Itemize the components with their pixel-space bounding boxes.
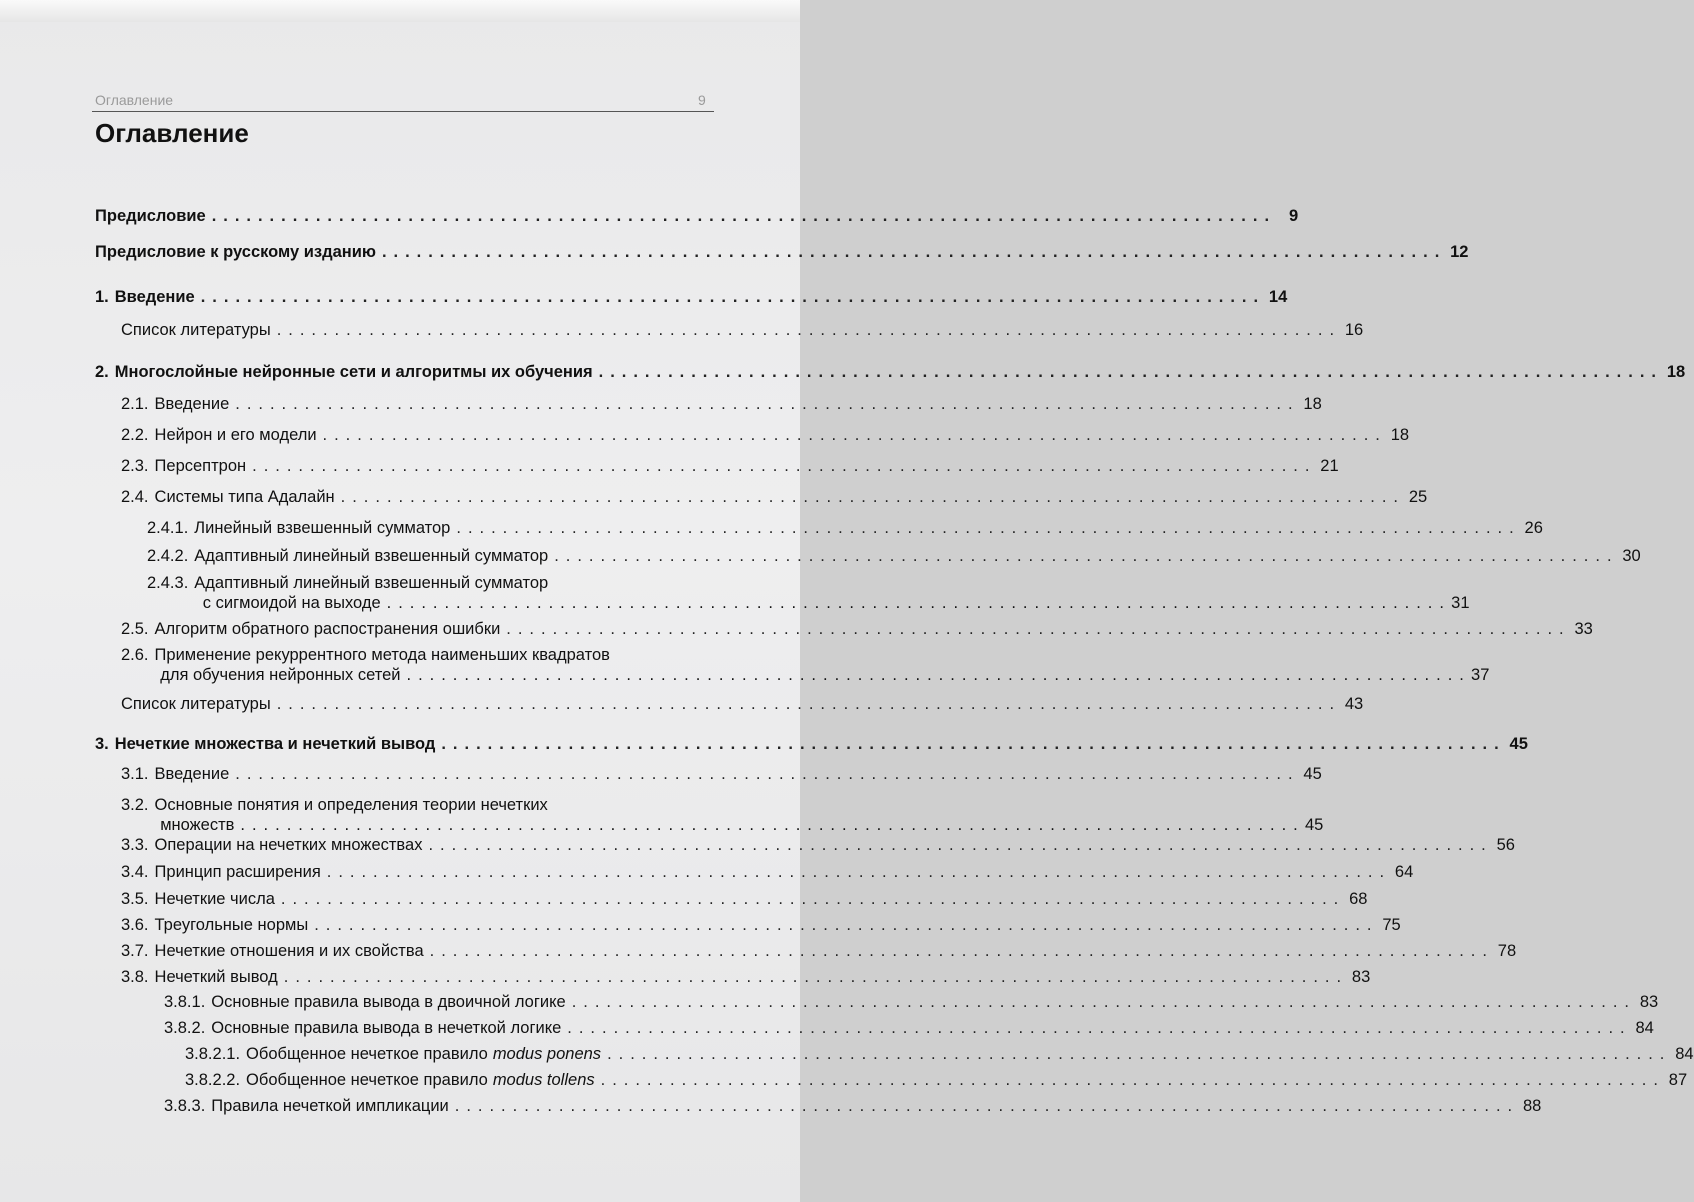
- toc-entry-number: 3.2.: [121, 796, 149, 814]
- toc-entry-number: 3.8.2.: [164, 1019, 206, 1037]
- toc-entry-title: Адаптивный линейный взвешенный сумматор: [194, 574, 549, 592]
- toc-entry-title: Принцип расширения: [154, 863, 321, 881]
- toc-entry-2-1[interactable]: [121, 394, 1322, 414]
- toc-entry-title: Операции на нечетких множествах: [154, 836, 423, 854]
- toc-entry-3-8-2[interactable]: [164, 1018, 1654, 1038]
- toc-entry-title: Правила нечеткой импликации: [211, 1097, 449, 1115]
- toc-entry-3-8-1[interactable]: [164, 992, 1659, 1012]
- dot-leader: . . . . . . . . . . . . . . . . . . . . . . . . . . . . . . . . . . . . . . . . . . . . . . . . . . . . . . . . . . . . . . . . . . . . . . . . . . . . . . . . . . . . . . . . . . . .: [571, 993, 1631, 1011]
- toc-page-number: 21: [1320, 457, 1339, 475]
- toc-entry-title: Список литературы: [121, 321, 271, 339]
- toc-entry-title: Введение: [114, 288, 195, 306]
- toc-page-number: 18: [1303, 395, 1322, 413]
- header-page-number: 9: [698, 92, 706, 108]
- dot-leader: . . . . . . . . . . . . . . . . . . . . . . . . . . . . . . . . . . . . . . . . . . . . . . . . . . . . . . . . . . . . . . . . . . . . . . . . . . . . . . . . . . . . . . . . . . . .: [340, 488, 1400, 506]
- toc-entry-title: Основные правила вывода в двоичной логике: [211, 993, 566, 1011]
- toc-entry-item-14[interactable]: [121, 694, 1364, 714]
- toc-entry-number: 2.4.3.: [147, 574, 189, 592]
- toc-entry-3-3[interactable]: [121, 835, 1515, 855]
- toc-entry-number: 3.6.: [121, 916, 149, 934]
- toc-page-number: 45: [1509, 735, 1528, 753]
- toc-entry-title: Обобщенное нечеткое правило: [246, 1045, 488, 1063]
- toc-entry-title: Основные правила вывода в нечеткой логике: [211, 1019, 562, 1037]
- toc-entry-item-3[interactable]: [121, 320, 1364, 340]
- dot-leader: . . . . . . . . . . . . . . . . . . . . . . . . . . . . . . . . . . . . . . . . . . . . . . . . . . . . . . . . . . . . . . . . . . . . . . . . . . . . . . . . . . . . . . . . . . . .: [607, 1045, 1666, 1063]
- toc-page-number: 12: [1450, 243, 1469, 261]
- toc-entry-3-5[interactable]: [121, 889, 1368, 909]
- toc-page-number: 18: [1666, 363, 1686, 381]
- dot-leader: . . . . . . . . . . . . . . . . . . . . . . . . . . . . . . . . . . . . . . . . . . . . . . . . . . . . . . . . . . . . . . . . . . . . . . . . . . . . . . . . . . . . . . . . . . . .: [211, 207, 1271, 225]
- toc-entry-number: 2.: [95, 363, 109, 381]
- toc-entry-title: Нечеткие множества и нечеткий вывод: [114, 735, 436, 753]
- toc-entry-item-0[interactable]: [95, 206, 1299, 226]
- toc-entry-number: 2.1.: [121, 395, 149, 413]
- toc-entry-title: Нечеткий вывод: [154, 968, 278, 986]
- dot-leader: . . . . . . . . . . . . . . . . . . . . . . . . . . . . . . . . . . . . . . . . . . . . . . . . . . . . . . . . . . . . . . . . . . . . . . . . . . . . . . . . . . . . . . . . . . . .: [428, 836, 1487, 854]
- dot-leader: . . . . . . . . . . . . . . . . . . . . . . . . . . . . . . . . . . . . . . . . . . . . . . . . . . . . . . . . . . . . . . . . . . . . . . . . . . . . . . . . . . . . . . . . . . . .: [235, 395, 1294, 413]
- toc-entry-title: Треугольные нормы: [154, 916, 309, 934]
- toc-entry-2-4[interactable]: [121, 487, 1428, 507]
- toc-entry-title: Предисловие к русскому изданию: [95, 243, 376, 261]
- toc-entry-number: 2.5.: [121, 620, 149, 638]
- toc-entry-number: 2.4.1.: [147, 519, 189, 537]
- toc-page-number: 26: [1524, 519, 1543, 537]
- toc-page-number: 9: [1289, 207, 1299, 225]
- toc-entry-number: 3.3.: [121, 836, 149, 854]
- dot-leader: . . . . . . . . . . . . . . . . . . . . . . . . . . . . . . . . . . . . . . . . . . . . . . . . . . . . . . . . . . . . . . . . . . . . . . . . . . . . . . . . . . . . . . . . . . . .: [406, 666, 1466, 684]
- toc-entry-italic-term: modus tollens: [492, 1071, 595, 1089]
- toc-entry-3-7[interactable]: [121, 941, 1517, 961]
- toc-entry-2-4-2[interactable]: [147, 546, 1641, 566]
- toc-entry-title: Системы типа Адалайн: [154, 488, 335, 506]
- toc-entry-2-6[interactable]: [121, 645, 1490, 685]
- dot-leader: . . . . . . . . . . . . . . . . . . . . . . . . . . . . . . . . . . . . . . . . . . . . . . . . . . . . . . . . . . . . . . . . . . . . . . . . . . . . . . . . . . . . . . . . . . . .: [441, 735, 1500, 753]
- toc-entry-2-2[interactable]: [121, 425, 1410, 445]
- dot-leader: . . . . . . . . . . . . . . . . . . . . . . . . . . . . . . . . . . . . . . . . . . . . . . . . . . . . . . . . . . . . . . . . . . . . . . . . . . . . . . . . . . . . . . . . . . . .: [240, 816, 1299, 834]
- toc-page-number: 16: [1344, 321, 1364, 339]
- dot-leader: . . . . . . . . . . . . . . . . . . . . . . . . . . . . . . . . . . . . . . . . . . . . . . . . . . . . . . . . . . . . . . . . . . . . . . . . . . . . . . . . . . . . . . . . . . . .: [326, 863, 1386, 881]
- dot-leader: . . . . . . . . . . . . . . . . . . . . . . . . . . . . . . . . . . . . . . . . . . . . . . . . . . . . . . . . . . . . . . . . . . . . . . . . . . . . . . . . . . . . . . . . . . . .: [252, 457, 1311, 475]
- toc-entry-number: 3.1.: [121, 765, 149, 783]
- toc-page-number: 78: [1497, 942, 1517, 960]
- toc-page-number: 56: [1496, 836, 1515, 854]
- toc-entry-number: 3.8.3.: [164, 1097, 206, 1115]
- toc-entry-title-continued: с сигмоидой на выходе: [202, 594, 381, 612]
- toc-page-number: 68: [1349, 890, 1368, 908]
- toc-entry-title: Введение: [154, 395, 230, 413]
- dot-leader: . . . . . . . . . . . . . . . . . . . . . . . . . . . . . . . . . . . . . . . . . . . . . . . . . . . . . . . . . . . . . . . . . . . . . . . . . . . . . . . . . . . . . . . . . . . .: [276, 695, 1336, 713]
- dot-leader: . . . . . . . . . . . . . . . . . . . . . . . . . . . . . . . . . . . . . . . . . . . . . . . . . . . . . . . . . . . . . . . . . . . . . . . . . . . . . . . . . . . . . . . . . . . .: [200, 288, 1260, 306]
- dot-leader: . . . . . . . . . . . . . . . . . . . . . . . . . . . . . . . . . . . . . . . . . . . . . . . . . . . . . . . . . . . . . . . . . . . . . . . . . . . . . . . . . . . . . . . . . . . .: [567, 1019, 1626, 1037]
- page-title: Оглавление: [95, 118, 249, 148]
- toc-page-number: 45: [1303, 765, 1322, 783]
- toc-entry-number: 2.4.2.: [147, 547, 189, 565]
- toc-page-number: 45: [1304, 816, 1324, 834]
- toc-page-number: 75: [1382, 916, 1401, 934]
- toc-entry-2[interactable]: [95, 362, 1686, 382]
- toc-entry-title: Список литературы: [121, 695, 271, 713]
- toc-entry-title: Нечеткие числа: [154, 890, 275, 908]
- toc-entry-number: 3.4.: [121, 863, 149, 881]
- toc-page-number: 88: [1522, 1097, 1542, 1115]
- toc-entry-title: Адаптивный линейный взвешенный сумматор: [194, 547, 549, 565]
- dot-leader: . . . . . . . . . . . . . . . . . . . . . . . . . . . . . . . . . . . . . . . . . . . . . . . . . . . . . . . . . . . . . . . . . . . . . . . . . . . . . . . . . . . . . . . . . . . .: [314, 916, 1373, 934]
- dot-leader: . . . . . . . . . . . . . . . . . . . . . . . . . . . . . . . . . . . . . . . . . . . . . . . . . . . . . . . . . . . . . . . . . . . . . . . . . . . . . . . . . . . . . . . . . . . .: [506, 620, 1565, 638]
- toc-page-number: 33: [1574, 620, 1593, 638]
- toc-entry-number: 2.2.: [121, 426, 149, 444]
- toc-page-number: 31: [1451, 594, 1470, 612]
- toc-entry-title: Нечеткие отношения и их свойства: [154, 942, 424, 960]
- toc-entry-number: 3.8.: [121, 968, 149, 986]
- toc-entry-italic-term: modus ponens: [492, 1045, 602, 1063]
- toc-entry-number: 3.5.: [121, 890, 149, 908]
- toc-entry-3-6[interactable]: [121, 915, 1401, 935]
- toc-entry-title: Алгоритм обратного распостранения ошибки: [154, 620, 501, 638]
- toc-entry-title: Обобщенное нечеткое правило: [246, 1071, 488, 1089]
- toc-entry-title: Нейрон и его модели: [154, 426, 317, 444]
- toc-entry-title: Линейный взвешенный сумматор: [194, 519, 451, 537]
- dot-leader: . . . . . . . . . . . . . . . . . . . . . . . . . . . . . . . . . . . . . . . . . . . . . . . . . . . . . . . . . . . . . . . . . . . . . . . . . . . . . . . . . . . . . . . . . . . .: [322, 426, 1382, 444]
- toc-entry-title: Основные понятия и определения теории нечетких: [154, 796, 548, 814]
- toc-entry-title: Персептрон: [154, 457, 247, 475]
- toc-entry-2-3[interactable]: [121, 456, 1339, 476]
- toc-entry-2-5[interactable]: [121, 619, 1593, 639]
- toc-entry-3-8-2-2[interactable]: [185, 1070, 1688, 1090]
- toc-page-number: 18: [1390, 426, 1410, 444]
- toc-page-number: 25: [1408, 488, 1428, 506]
- toc-entry-number: 3.8.2.2.: [185, 1071, 241, 1089]
- dot-leader: . . . . . . . . . . . . . . . . . . . . . . . . . . . . . . . . . . . . . . . . . . . . . . . . . . . . . . . . . . . . . . . . . . . . . . . . . . . . . . . . . . . . . . . . . . . .: [554, 547, 1613, 565]
- toc-entry-3-8[interactable]: [121, 967, 1371, 987]
- dot-leader: . . . . . . . . . . . . . . . . . . . . . . . . . . . . . . . . . . . . . . . . . . . . . . . . . . . . . . . . . . . . . . . . . . . . . . . . . . . . . . . . . . . . . . . . . . . .: [283, 968, 1343, 986]
- toc-entry-number: 2.4.: [121, 488, 149, 506]
- dot-leader: . . . . . . . . . . . . . . . . . . . . . . . . . . . . . . . . . . . . . . . . . . . . . . . . . . . . . . . . . . . . . . . . . . . . . . . . . . . . . . . . . . . . . . . . . . . .: [280, 890, 1340, 908]
- dot-leader: . . . . . . . . . . . . . . . . . . . . . . . . . . . . . . . . . . . . . . . . . . . . . . . . . . . . . . . . . . . . . . . . . . . . . . . . . . . . . . . . . . . . . . . . . . . .: [454, 1097, 1514, 1115]
- dot-leader: . . . . . . . . . . . . . . . . . . . . . . . . . . . . . . . . . . . . . . . . . . . . . . . . . . . . . . . . . . . . . . . . . . . . . . . . . . . . . . . . . . . . . . . . . . . .: [235, 765, 1294, 783]
- toc-entry-item-1[interactable]: [95, 242, 1469, 262]
- toc-page-number: 87: [1668, 1071, 1688, 1089]
- toc-page-number: 64: [1394, 863, 1414, 881]
- toc-page-number: 43: [1344, 695, 1364, 713]
- toc-entry-2-4-3[interactable]: [147, 573, 1470, 613]
- toc-page-number: 30: [1622, 547, 1641, 565]
- toc-page-number: 84: [1675, 1045, 1694, 1063]
- toc-entry-1[interactable]: [95, 287, 1288, 307]
- toc-entry-3[interactable]: [95, 734, 1528, 754]
- running-header: Оглавление: [95, 92, 174, 108]
- dot-leader: . . . . . . . . . . . . . . . . . . . . . . . . . . . . . . . . . . . . . . . . . . . . . . . . . . . . . . . . . . . . . . . . . . . . . . . . . . . . . . . . . . . . . . . . . . . .: [600, 1071, 1660, 1089]
- toc-entry-3-8-2-1[interactable]: [185, 1044, 1694, 1064]
- dot-leader: . . . . . . . . . . . . . . . . . . . . . . . . . . . . . . . . . . . . . . . . . . . . . . . . . . . . . . . . . . . . . . . . . . . . . . . . . . . . . . . . . . . . . . . . . . . .: [429, 942, 1489, 960]
- toc-page-number: 14: [1268, 288, 1288, 306]
- toc-entry-number: 3.7.: [121, 942, 149, 960]
- toc-entry-number: 2.6.: [121, 646, 149, 664]
- toc-entry-number: 1.: [95, 288, 109, 306]
- toc-entry-title: Введение: [154, 765, 230, 783]
- toc-entry-title-continued: для обучения нейронных сетей: [160, 666, 401, 684]
- toc-entry-3-1[interactable]: [121, 764, 1322, 784]
- toc-page-number: 83: [1639, 993, 1659, 1011]
- toc-page-number: 84: [1635, 1019, 1654, 1037]
- toc-entry-number: 3.8.2.1.: [185, 1045, 241, 1063]
- toc-entry-title: Применение рекуррентного метода наименьших квадратов: [154, 646, 610, 664]
- toc-entry-number: 3.: [95, 735, 109, 753]
- toc-entry-2-4-1[interactable]: [147, 518, 1543, 538]
- toc-entry-3-4[interactable]: [121, 862, 1414, 882]
- toc-entry-title: Многослойные нейронные сети и алгоритмы их обучения: [114, 363, 593, 381]
- dot-leader: . . . . . . . . . . . . . . . . . . . . . . . . . . . . . . . . . . . . . . . . . . . . . . . . . . . . . . . . . . . . . . . . . . . . . . . . . . . . . . . . . . . . . . . . . . . .: [381, 243, 1441, 261]
- toc-page-number: 37: [1471, 666, 1490, 684]
- toc-entry-number: 2.3.: [121, 457, 149, 475]
- toc-entry-3-2[interactable]: [121, 795, 1324, 835]
- toc-entry-title: Предисловие: [95, 207, 206, 225]
- dot-leader: . . . . . . . . . . . . . . . . . . . . . . . . . . . . . . . . . . . . . . . . . . . . . . . . . . . . . . . . . . . . . . . . . . . . . . . . . . . . . . . . . . . . . . . . . . . .: [456, 519, 1515, 537]
- toc-entry-number: 3.8.1.: [164, 993, 206, 1011]
- dot-leader: . . . . . . . . . . . . . . . . . . . . . . . . . . . . . . . . . . . . . . . . . . . . . . . . . . . . . . . . . . . . . . . . . . . . . . . . . . . . . . . . . . . . . . . . . . . .: [276, 321, 1336, 339]
- toc-entry-3-8-3[interactable]: [164, 1096, 1542, 1116]
- toc-page-number: 83: [1351, 968, 1371, 986]
- toc-entry-title-continued: множеств: [160, 816, 235, 834]
- dot-leader: . . . . . . . . . . . . . . . . . . . . . . . . . . . . . . . . . . . . . . . . . . . . . . . . . . . . . . . . . . . . . . . . . . . . . . . . . . . . . . . . . . . . . . . . . . . .: [386, 594, 1446, 612]
- dot-leader: . . . . . . . . . . . . . . . . . . . . . . . . . . . . . . . . . . . . . . . . . . . . . . . . . . . . . . . . . . . . . . . . . . . . . . . . . . . . . . . . . . . . . . . . . . . .: [598, 363, 1658, 381]
